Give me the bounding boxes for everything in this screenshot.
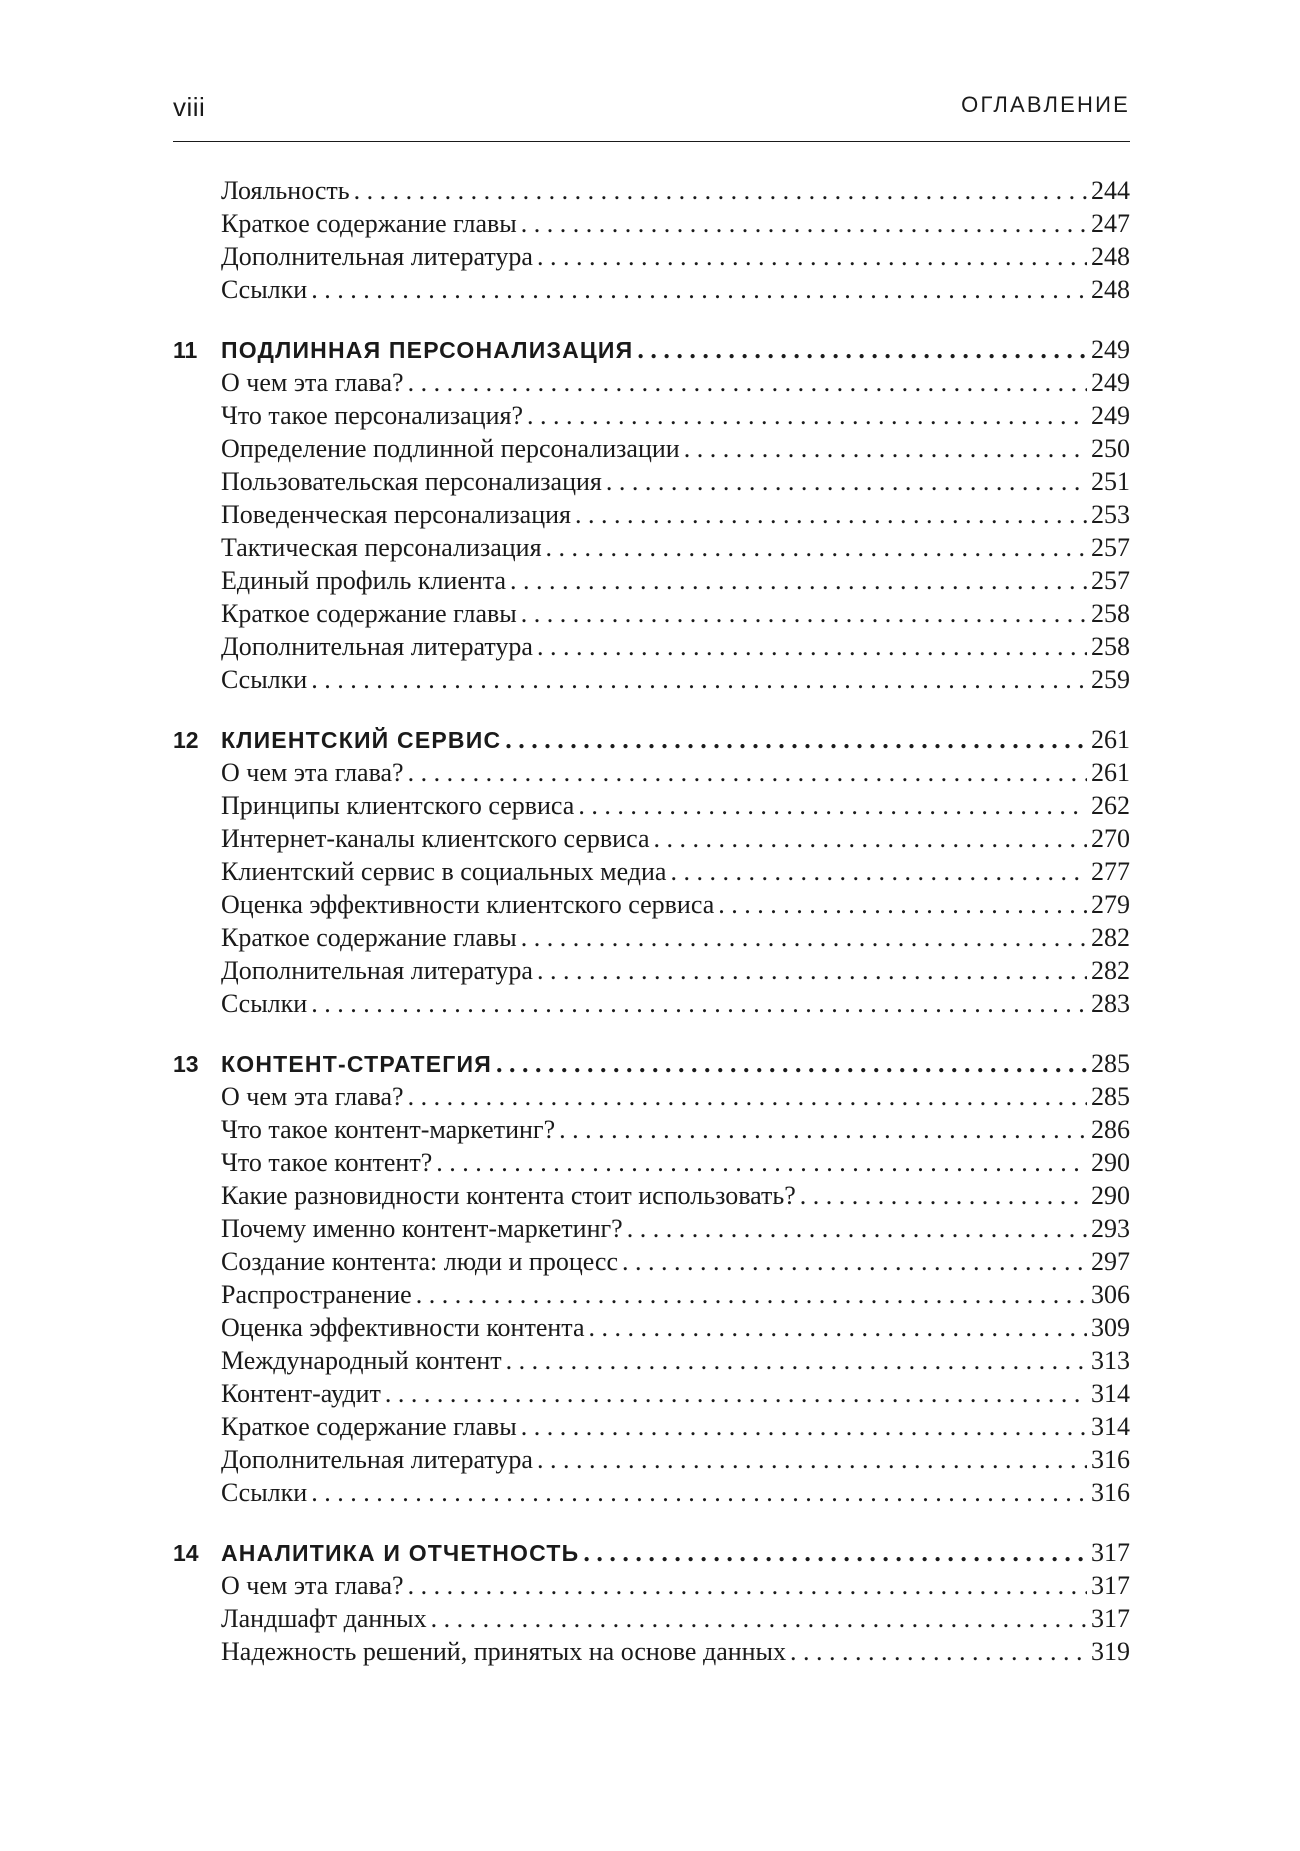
- dot-leader: [408, 366, 1087, 399]
- dot-leader: [537, 1443, 1087, 1476]
- page-ref: 258: [1091, 632, 1130, 661]
- toc-entry[interactable]: [173, 597, 1130, 630]
- dot-leader: [537, 954, 1087, 987]
- dot-leader: [622, 1245, 1087, 1278]
- toc-entry[interactable]: [173, 498, 1130, 531]
- toc-entry[interactable]: [173, 663, 1130, 696]
- table-of-contents: [173, 174, 1130, 1668]
- toc-entry[interactable]: [173, 1344, 1130, 1377]
- toc-entry[interactable]: [173, 630, 1130, 663]
- section-title: Ссылки: [221, 275, 308, 304]
- toc-chapter-row[interactable]: [173, 333, 1130, 366]
- page-ref: 317: [1091, 1604, 1130, 1633]
- dot-leader: [575, 498, 1087, 531]
- dot-leader: [416, 1278, 1087, 1311]
- toc-entry[interactable]: [173, 240, 1130, 273]
- page-ref: 261: [1091, 725, 1130, 754]
- page-ref: 286: [1091, 1115, 1130, 1144]
- toc-chapter-group: [173, 723, 1130, 1020]
- toc-entry[interactable]: [173, 1602, 1130, 1635]
- section-title: О чем эта глава?: [221, 1082, 404, 1111]
- toc-entry[interactable]: [173, 1635, 1130, 1668]
- toc-entry[interactable]: [173, 1569, 1130, 1602]
- section-title: Контент-аудит: [221, 1379, 381, 1408]
- page-ref: 248: [1091, 275, 1130, 304]
- toc-entry[interactable]: [173, 1179, 1130, 1212]
- dot-leader: [684, 432, 1087, 465]
- dot-leader: [311, 1476, 1087, 1509]
- section-title: Создание контента: люди и процесс: [221, 1247, 618, 1276]
- page-ref: 282: [1091, 956, 1130, 985]
- toc-entry[interactable]: [173, 954, 1130, 987]
- section-title: Дополнительная литература: [221, 1445, 533, 1474]
- chapter-gap: [173, 1509, 1130, 1536]
- section-title: Что такое контент?: [221, 1148, 433, 1177]
- toc-entry[interactable]: [173, 366, 1130, 399]
- section-title: Лояльность: [221, 176, 350, 205]
- chapter-number: 11: [173, 337, 198, 363]
- toc-chapter-row[interactable]: [173, 723, 1130, 756]
- page-ref: 285: [1091, 1082, 1130, 1111]
- dot-leader: [637, 333, 1087, 366]
- dot-leader: [311, 987, 1087, 1020]
- page-ref: 249: [1091, 401, 1130, 430]
- dot-leader: [496, 1047, 1087, 1080]
- dot-leader: [506, 1344, 1087, 1377]
- page-ref: 293: [1091, 1214, 1130, 1243]
- page-ref: 249: [1091, 335, 1130, 364]
- dot-leader: [431, 1602, 1087, 1635]
- section-title: Дополнительная литература: [221, 632, 533, 661]
- section-title: Ссылки: [221, 665, 308, 694]
- section-title: Дополнительная литература: [221, 242, 533, 271]
- dot-leader: [537, 240, 1087, 273]
- dot-leader: [627, 1212, 1087, 1245]
- toc-entry[interactable]: [173, 399, 1130, 432]
- section-title: Оценка эффективности клиентского сервиса: [221, 890, 715, 919]
- dot-leader: [311, 663, 1087, 696]
- page-ref: 250: [1091, 434, 1130, 463]
- page-ref: 261: [1091, 758, 1130, 787]
- dot-leader: [385, 1377, 1087, 1410]
- page-ref: 270: [1091, 824, 1130, 853]
- section-title: Почему именно контент-маркетинг?: [221, 1214, 623, 1243]
- dot-leader: [670, 855, 1087, 888]
- toc-chapter-group: [173, 333, 1130, 696]
- toc-entry[interactable]: [173, 1476, 1130, 1509]
- toc-entry[interactable]: [173, 789, 1130, 822]
- page-ref: 317: [1091, 1571, 1130, 1600]
- section-title: Ссылки: [221, 1478, 308, 1507]
- page-ref: 283: [1091, 989, 1130, 1018]
- toc-entry[interactable]: [173, 174, 1130, 207]
- page-ref: 248: [1091, 242, 1130, 271]
- page-ref: 251: [1091, 467, 1130, 496]
- page-ref: 290: [1091, 1181, 1130, 1210]
- dot-leader: [606, 465, 1087, 498]
- section-title: Пользовательская персонализация: [221, 467, 602, 496]
- page-ref: 306: [1091, 1280, 1130, 1309]
- toc-chapter-row[interactable]: [173, 1047, 1130, 1080]
- toc-entry[interactable]: [173, 1212, 1130, 1245]
- section-title: Тактическая персонализация: [221, 533, 542, 562]
- dot-leader: [408, 1080, 1087, 1113]
- dot-leader: [559, 1113, 1087, 1146]
- section-title: Краткое содержание главы: [221, 1412, 517, 1441]
- toc-chapter-group: [173, 1536, 1130, 1668]
- dot-leader: [521, 207, 1087, 240]
- header-rule: [173, 141, 1130, 142]
- page-ref: 279: [1091, 890, 1130, 919]
- page-ref: 262: [1091, 791, 1130, 820]
- toc-chapter-row[interactable]: [173, 1536, 1130, 1569]
- toc-continuation-group: [173, 174, 1130, 306]
- chapter-number: 13: [173, 1051, 199, 1077]
- section-title: Распространение: [221, 1280, 412, 1309]
- page-ref: 297: [1091, 1247, 1130, 1276]
- toc-entry[interactable]: [173, 756, 1130, 789]
- dot-leader: [537, 630, 1087, 663]
- toc-entry[interactable]: [173, 1311, 1130, 1344]
- toc-entry[interactable]: [173, 1443, 1130, 1476]
- page-ref: 277: [1091, 857, 1130, 886]
- page-ref: 290: [1091, 1148, 1130, 1177]
- page-ref: 282: [1091, 923, 1130, 952]
- section-title: Интернет-каналы клиентского сервиса: [221, 824, 650, 853]
- section-title: Оценка эффективности контента: [221, 1313, 585, 1342]
- page-ref: 253: [1091, 500, 1130, 529]
- section-title: Клиентский сервис в социальных медиа: [221, 857, 667, 886]
- page-header: [173, 88, 1130, 128]
- page-ref: 316: [1091, 1478, 1130, 1507]
- page-number: viii: [173, 92, 206, 122]
- page-ref: 285: [1091, 1049, 1130, 1078]
- toc-entry[interactable]: [173, 1278, 1130, 1311]
- section-title: Поведенческая персонализация: [221, 500, 571, 529]
- section-title: Международный контент: [221, 1346, 502, 1375]
- section-title: Надежность решений, принятых на основе данных: [221, 1637, 787, 1666]
- chapter-number: 14: [173, 1540, 199, 1566]
- toc-entry[interactable]: [173, 273, 1130, 306]
- dot-leader: [408, 756, 1087, 789]
- chapter-gap: [173, 696, 1130, 723]
- toc-entry[interactable]: [173, 465, 1130, 498]
- section-title: Дополнительная литература: [221, 956, 533, 985]
- dot-leader: [578, 789, 1087, 822]
- page-ref: 313: [1091, 1346, 1130, 1375]
- dot-leader: [546, 531, 1087, 564]
- section-title: Ссылки: [221, 989, 308, 1018]
- section-title: Ландшафт данных: [221, 1604, 427, 1633]
- dot-leader: [583, 1536, 1087, 1569]
- page-ref: 258: [1091, 599, 1130, 628]
- toc-entry[interactable]: [173, 1245, 1130, 1278]
- toc-entry[interactable]: [173, 531, 1130, 564]
- section-title: Что такое персонализация?: [221, 401, 524, 430]
- toc-entry[interactable]: [173, 888, 1130, 921]
- dot-leader: [718, 888, 1087, 921]
- dot-leader: [505, 723, 1087, 756]
- page-ref: 257: [1091, 533, 1130, 562]
- dot-leader: [521, 597, 1087, 630]
- section-title: Определение подлинной персонализации: [221, 434, 680, 463]
- dot-leader: [527, 399, 1087, 432]
- section-title: О чем эта глава?: [221, 758, 404, 787]
- toc-entry[interactable]: [173, 987, 1130, 1020]
- section-title: Единый профиль клиента: [221, 566, 507, 595]
- section-title: Что такое контент-маркетинг?: [221, 1115, 556, 1144]
- running-head: ОГЛАВЛЕНИЕ: [961, 92, 1130, 117]
- toc-entry[interactable]: [173, 822, 1130, 855]
- page-ref: 314: [1091, 1412, 1130, 1441]
- section-title: О чем эта глава?: [221, 1571, 404, 1600]
- page-ref: 319: [1091, 1637, 1130, 1666]
- dot-leader: [800, 1179, 1087, 1212]
- page-ref: 244: [1091, 176, 1130, 205]
- toc-entry[interactable]: [173, 1146, 1130, 1179]
- dot-leader: [589, 1311, 1088, 1344]
- page-ref: 259: [1091, 665, 1130, 694]
- toc-entry[interactable]: [173, 564, 1130, 597]
- toc-entry[interactable]: [173, 1410, 1130, 1443]
- chapter-title: АНАЛИТИКА И ОТЧЕТНОСТЬ: [221, 1540, 580, 1566]
- chapter-title: КОНТЕНТ-СТРАТЕГИЯ: [221, 1051, 493, 1077]
- dot-leader: [521, 1410, 1087, 1443]
- toc-entry[interactable]: [173, 921, 1130, 954]
- dot-leader: [653, 822, 1087, 855]
- chapter-title: КЛИЕНТСКИЙ СЕРВИС: [221, 727, 502, 753]
- page-ref: 317: [1091, 1538, 1130, 1567]
- dot-leader: [436, 1146, 1087, 1179]
- dot-leader: [521, 921, 1087, 954]
- dot-leader: [354, 174, 1087, 207]
- chapter-number: 12: [173, 727, 199, 753]
- section-title: Краткое содержание главы: [221, 923, 517, 952]
- toc-entry[interactable]: [173, 855, 1130, 888]
- dot-leader: [408, 1569, 1087, 1602]
- page-ref: 316: [1091, 1445, 1130, 1474]
- page-ref: 247: [1091, 209, 1130, 238]
- section-title: Краткое содержание главы: [221, 209, 517, 238]
- chapter-title: ПОДЛИННАЯ ПЕРСОНАЛИЗАЦИЯ: [221, 337, 634, 363]
- section-title: Какие разновидности контента стоит использовать?: [221, 1181, 796, 1210]
- dot-leader: [311, 273, 1087, 306]
- dot-leader: [510, 564, 1087, 597]
- page-ref: 309: [1091, 1313, 1130, 1342]
- toc-entry[interactable]: [173, 432, 1130, 465]
- dot-leader: [790, 1635, 1087, 1668]
- toc-entry[interactable]: [173, 1113, 1130, 1146]
- section-title: О чем эта глава?: [221, 368, 404, 397]
- page-ref: 314: [1091, 1379, 1130, 1408]
- section-title: Принципы клиентского сервиса: [221, 791, 575, 820]
- toc-chapter-group: [173, 1047, 1130, 1509]
- page-ref: 249: [1091, 368, 1130, 397]
- chapter-gap: [173, 1020, 1130, 1047]
- section-title: Краткое содержание главы: [221, 599, 517, 628]
- chapter-gap: [173, 306, 1130, 333]
- toc-entry[interactable]: [173, 1377, 1130, 1410]
- toc-entry[interactable]: [173, 1080, 1130, 1113]
- page-ref: 257: [1091, 566, 1130, 595]
- toc-entry[interactable]: [173, 207, 1130, 240]
